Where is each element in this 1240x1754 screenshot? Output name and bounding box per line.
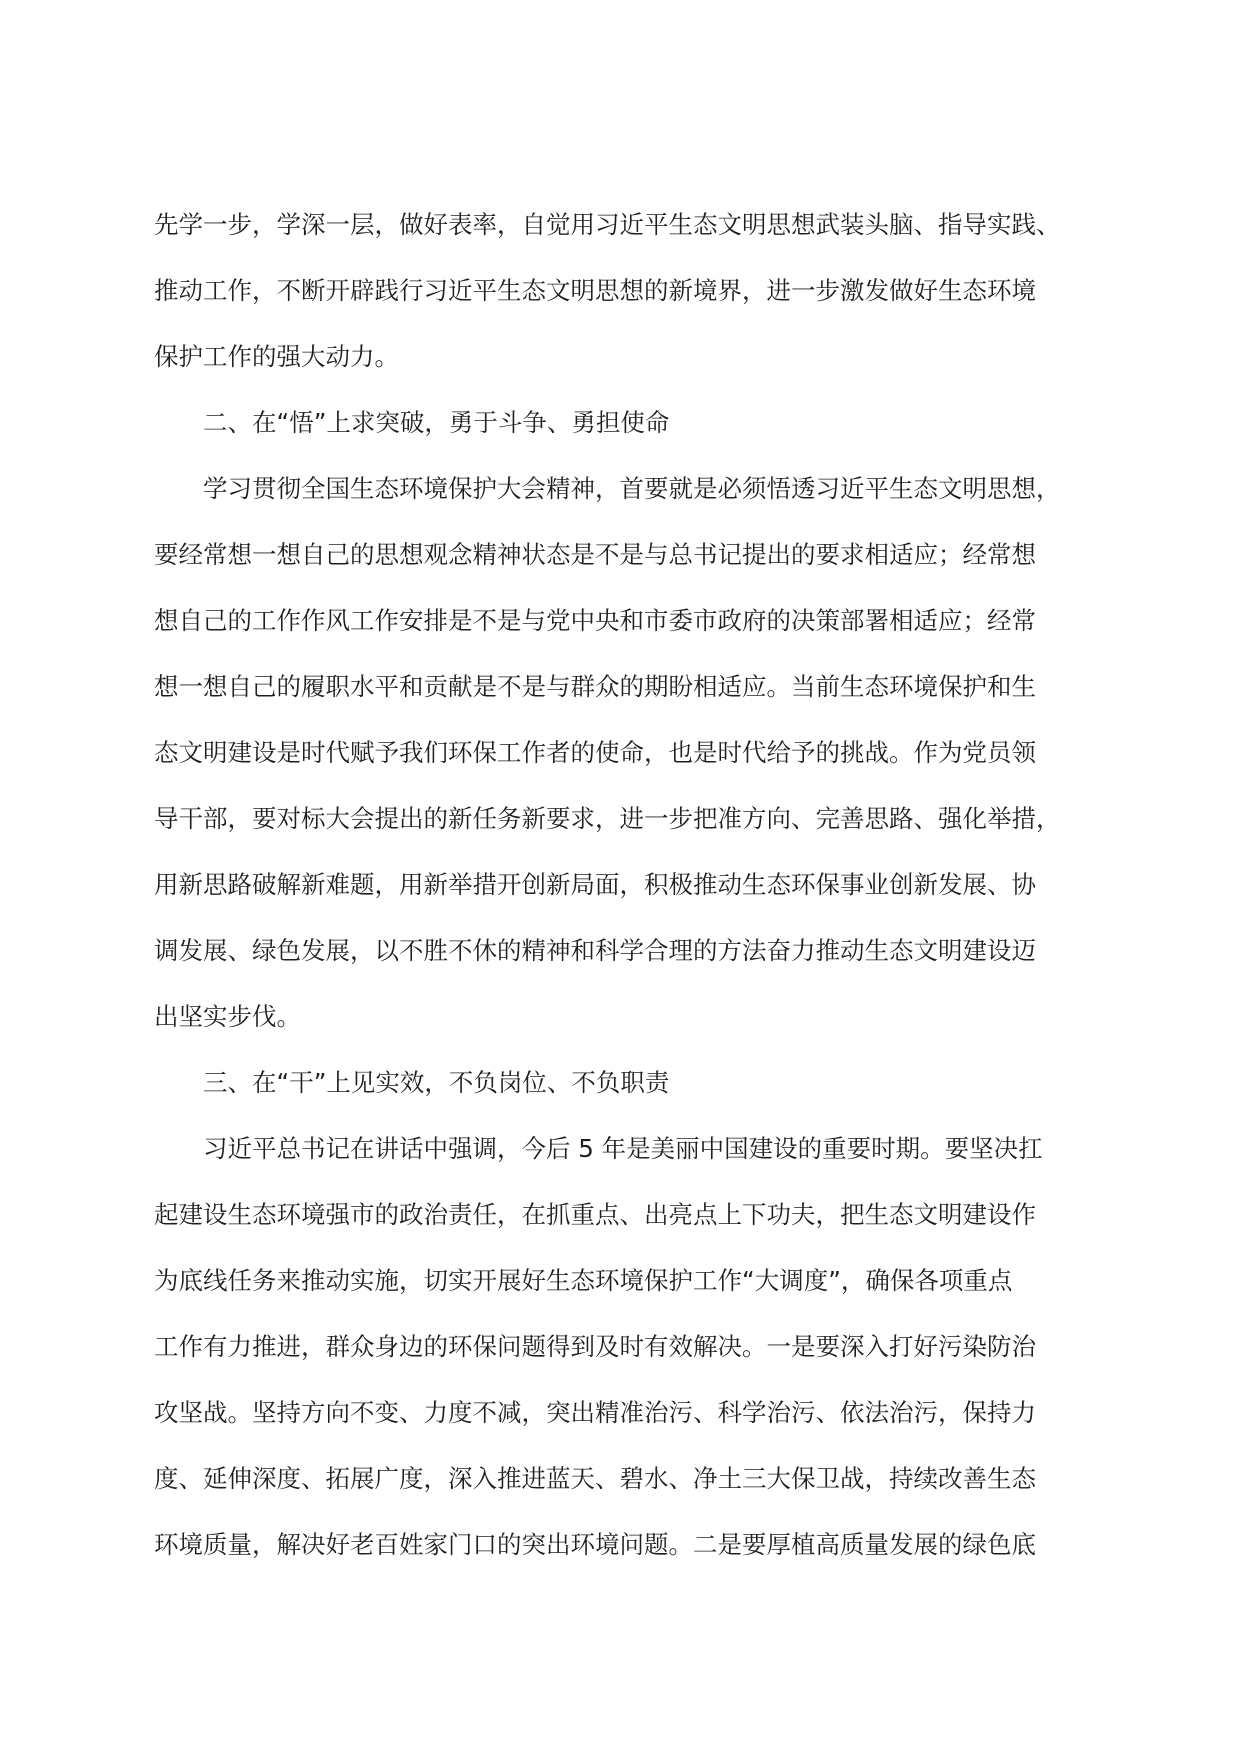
paragraph-line: 想自己的工作作风工作安排是不是与党中央和市委市政府的决策部署相适应；经常 — [154, 606, 1036, 635]
paragraph-line: 先学一步，学深一层，做好表率，自觉用习近平生态文明思想武装头脑、指导实践、 — [154, 210, 1061, 239]
paragraph-line: 态文明建设是时代赋予我们环保工作者的使命，也是时代给予的挑战。作为党员领 — [154, 738, 1036, 767]
paragraph-line: 用新思路破解新难题，用新举措开创新局面，积极推动生态环保事业创新发展、协 — [154, 870, 1036, 899]
paragraph-line: 攻坚战。坚持方向不变、力度不减，突出精准治污、科学治污、依法治污，保持力 — [154, 1398, 1036, 1427]
paragraph-line: 环境质量，解决好老百姓家门口的突出环境问题。二是要厚植高质量发展的绿色底 — [154, 1530, 1036, 1559]
paragraph-line: 保护工作的强大动力。 — [154, 342, 399, 371]
paragraph-line: 起建设生态环境强市的政治责任，在抓重点、出亮点上下功夫，把生态文明建设作 — [154, 1200, 1036, 1229]
paragraph-line: 要经常想一想自己的思想观念精神状态是不是与总书记提出的要求相适应；经常想 — [154, 540, 1036, 569]
paragraph-line: 工作有力推进，群众身边的环保问题得到及时有效解决。一是要深入打好污染防治 — [154, 1332, 1036, 1361]
paragraph-line: 为底线任务来推动实施，切实开展好生态环境保护工作“大调度”，确保各项重点 — [154, 1266, 1013, 1295]
document-body — [154, 192, 1094, 1578]
paragraph-line: 习近平总书记在讲话中强调，今后 5 年是美丽中国建设的重要时期。要坚决扛 — [203, 1134, 1043, 1163]
paragraph-line: 度、延伸深度、拓展广度，深入推进蓝天、碧水、净土三大保卫战，持续改善生态 — [154, 1464, 1036, 1493]
paragraph-line: 推动工作，不断开辟践行习近平生态文明思想的新境界，进一步激发做好生态环境 — [154, 276, 1036, 305]
paragraph-line: 想一想自己的履职水平和贡献是不是与群众的期盼相适应。当前生态环境保护和生 — [154, 672, 1036, 701]
section-heading-2: 二、在“悟”上求突破，勇于斗争、勇担使命 — [203, 408, 670, 437]
paragraph-line: 导干部，要对标大会提出的新任务新要求，进一步把准方向、完善思路、强化举措， — [154, 804, 1061, 833]
paragraph-line: 出坚实步伐。 — [154, 1002, 301, 1031]
section-heading-3: 三、在“干”上见实效，不负岗位、不负职责 — [203, 1068, 670, 1097]
paragraph-line: 学习贯彻全国生态环境保护大会精神，首要就是必须悟透习近平生态文明思想， — [203, 474, 1061, 503]
paragraph-line: 调发展、绿色发展，以不胜不休的精神和科学合理的方法奋力推动生态文明建设迈 — [154, 936, 1036, 965]
